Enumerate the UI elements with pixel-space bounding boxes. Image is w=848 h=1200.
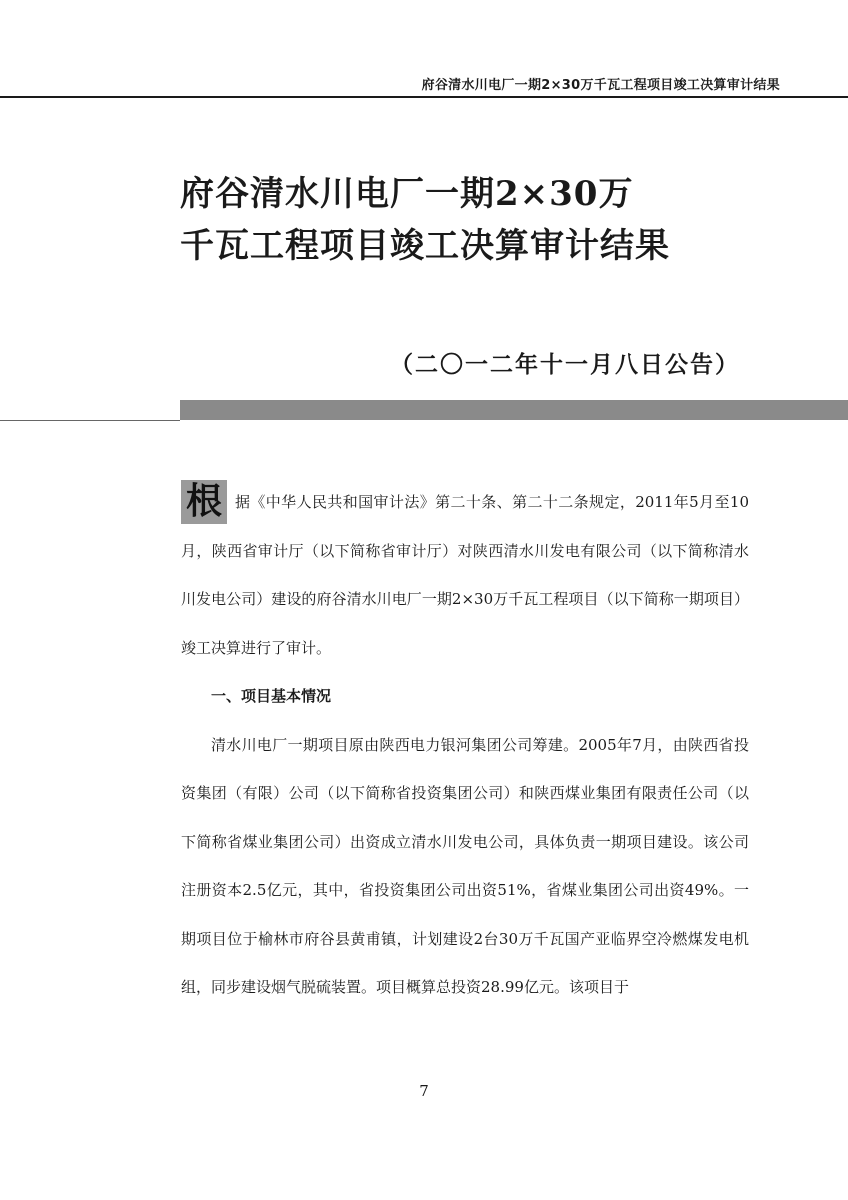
announcement-date: （二〇一二年十一月八日公告） (390, 352, 740, 378)
page-title (180, 168, 670, 272)
title-line-1: 府谷清水川电厂一期2×30万 (180, 174, 634, 214)
title-line-2: 千瓦工程项目竣工决算审计结果 (180, 226, 670, 266)
article-body (181, 478, 749, 1012)
header-rule (0, 96, 848, 98)
paragraph-basic-info: 清水川电厂一期项目原由陕西电力银河集团公司筹建。2005年7月，由陕西省投资集团（有限）公司（以下简称省投资集团公司）和陕西煤业集团有限责任公司（以下简称省煤业集团公司）出资成立清水川发电公司，具体负责一期项目建设。该公司注册资本2.5亿元，其中，省投资集团公司出资51%，省煤业集团公司出资49%。一期项目位于榆林市府谷县黄甫镇，计划建设2台30万千瓦国产亚临界空冷燃煤发电机组，同步建设烟气脱硫装置。项目概算总投资28.99亿元。该项目于 (181, 735, 749, 996)
running-head: 府谷清水川电厂一期2×30万千瓦工程项目竣工决算审计结果 (421, 78, 780, 93)
section-heading: 一、项目基本情况 (211, 687, 332, 705)
paragraph-intro (181, 478, 749, 672)
paragraph-intro-text: 据《中华人民共和国审计法》第二十条、第二十二条规定，2011年5月至10月，陕西省审计厅（以下简称省审计厅）对陕西清水川发电有限公司（以下简称清水川发电公司）建设的府谷清水川电厂一期2×30万千瓦工程项目（以下简称一期项目）竣工决算进行了审计。 (181, 493, 749, 657)
decorative-band (180, 400, 848, 420)
page-number: 7 (419, 1082, 429, 1100)
drop-cap: 根 (181, 480, 227, 524)
decorative-rule (0, 420, 180, 421)
